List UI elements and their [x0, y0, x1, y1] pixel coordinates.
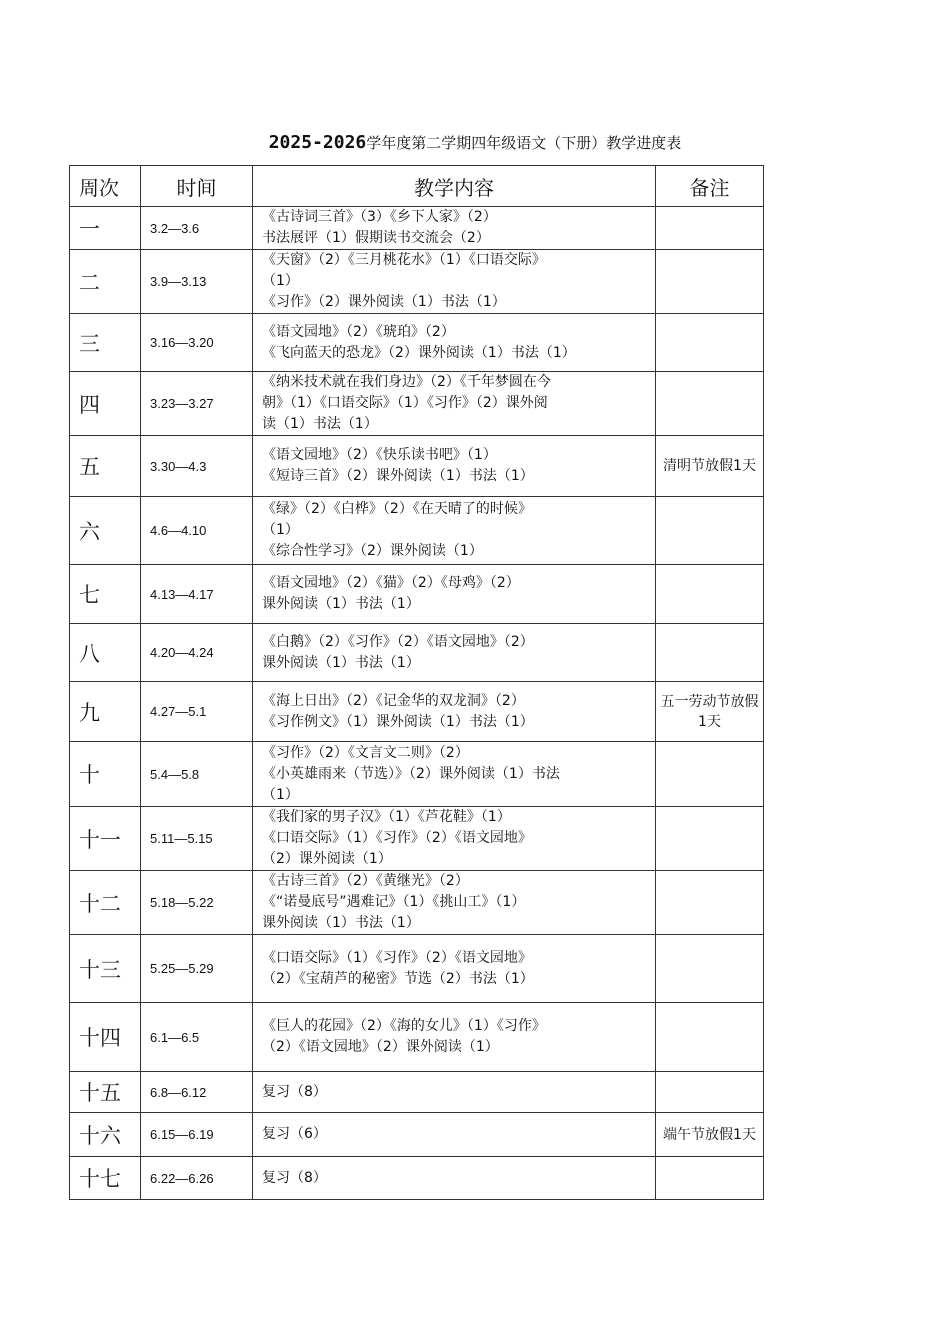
content-cell [253, 871, 656, 935]
content-cell [253, 624, 656, 682]
note-cell: 端午节放假1天 [656, 1113, 764, 1157]
header-time: 时间 [141, 166, 253, 207]
content-line: 课外阅读（1）书法（1） [262, 596, 420, 612]
time-cell: 4.20—4.24 [141, 624, 253, 682]
time-cell: 3.9—3.13 [141, 250, 253, 314]
time-cell: 6.22—6.26 [141, 1157, 253, 1200]
week-cell: 五 [70, 436, 141, 497]
table-row [70, 436, 764, 497]
content-line: （2）《宝葫芦的秘密》节选（2）书法（1） [262, 970, 534, 987]
week-cell: 二 [70, 250, 141, 314]
content-line: 《巨人的花园》（2）《海的女儿》（1）《习作》 [262, 1018, 546, 1034]
content-line: 《语文园地》（2）《快乐读书吧》（1） [262, 447, 497, 463]
content-line: 《天窗》（2）《三月桃花水》（1）《口语交际》 [262, 252, 546, 268]
table-row [70, 1157, 764, 1200]
content-cell [253, 1072, 656, 1113]
week-cell: 三 [70, 314, 141, 372]
header-note: 备注 [656, 166, 764, 207]
content-line: 《习作》（2）《文言文二则》（2） [262, 744, 469, 761]
content-cell [253, 1113, 656, 1157]
content-line: 朝》（1）《口语交际》（1）《习作》（2）课外阅 [262, 395, 548, 411]
note-cell [656, 1003, 764, 1072]
content-line: 《小英雄雨来（节选）》（2）课外阅读（1）书法 [262, 765, 560, 782]
content-line: （1） [262, 273, 299, 289]
title-text: 学年度第二学期四年级语文（下册）教学进度表 [366, 134, 682, 152]
content-line: 《习作例文》（1）课外阅读（1）书法（1） [262, 713, 534, 730]
note-cell [656, 871, 764, 935]
content-line: （2）课外阅读（1） [262, 851, 392, 867]
note-cell [656, 1072, 764, 1113]
content-line: 《古诗三首》（2）《黄继光》（2） [262, 873, 469, 889]
content-cell [253, 1003, 656, 1072]
week-cell: 十二 [70, 871, 141, 935]
time-cell: 6.8—6.12 [141, 1072, 253, 1113]
content-line: 《纳米技术就在我们身边》（2）《千年梦圆在今 [262, 374, 551, 390]
time-cell: 6.1—6.5 [141, 1003, 253, 1072]
content-cell [253, 807, 656, 871]
time-cell: 3.2—3.6 [141, 207, 253, 250]
week-cell: 十 [70, 742, 141, 807]
schedule-table [69, 165, 764, 1200]
note-cell [656, 624, 764, 682]
table-row [70, 1113, 764, 1157]
note-cell [656, 807, 764, 871]
content-cell [253, 436, 656, 497]
content-line: 《习作》（2）课外阅读（1）书法（1） [262, 294, 506, 310]
time-cell: 3.23—3.27 [141, 372, 253, 436]
content-line: 《我们家的男子汉》（1）《芦花鞋》（1） [262, 809, 511, 825]
content-cell [253, 1157, 656, 1200]
note-cell [656, 314, 764, 372]
table-row [70, 807, 764, 871]
content-cell [253, 742, 656, 807]
content-line: 复习（8） [262, 1083, 327, 1100]
table-row [70, 1072, 764, 1113]
table-row [70, 250, 764, 314]
week-cell: 十六 [70, 1113, 141, 1157]
time-cell: 6.15—6.19 [141, 1113, 253, 1157]
content-cell [253, 250, 656, 314]
table-row [70, 207, 764, 250]
time-cell: 5.11—5.15 [141, 807, 253, 871]
note-cell [656, 497, 764, 565]
title-year: 2025-2026 [268, 132, 367, 153]
time-cell: 4.13—4.17 [141, 565, 253, 624]
week-cell: 八 [70, 624, 141, 682]
table-row [70, 565, 764, 624]
page-title [0, 130, 950, 156]
content-line: 复习（8） [262, 1169, 327, 1186]
week-cell: 九 [70, 682, 141, 742]
content-line: 《飞向蓝天的恐龙》（2）课外阅读（1）书法（1） [262, 344, 576, 361]
content-line: 《绿》（2）《白桦》（2）《在天晴了的时候》 [262, 501, 532, 517]
week-cell: 十四 [70, 1003, 141, 1072]
table-row [70, 871, 764, 935]
content-line: 复习（6） [262, 1126, 327, 1142]
content-line: 《“诺曼底号”遇难记》（1）《挑山工》（1） [262, 894, 526, 910]
table-row [70, 682, 764, 742]
content-line: 课外阅读（1）书法（1） [262, 654, 420, 671]
week-cell: 七 [70, 565, 141, 624]
week-cell: 一 [70, 207, 141, 250]
week-cell: 十五 [70, 1072, 141, 1113]
time-cell: 4.27—5.1 [141, 682, 253, 742]
content-cell [253, 682, 656, 742]
content-line: 《海上日出》（2）《记金华的双龙洞》（2） [262, 692, 525, 709]
content-line: 《语文园地》（2）《琥珀》（2） [262, 323, 455, 340]
header-row [70, 166, 764, 207]
time-cell: 5.25—5.29 [141, 935, 253, 1003]
content-cell [253, 207, 656, 250]
table-row [70, 314, 764, 372]
time-cell: 5.18—5.22 [141, 871, 253, 935]
note-cell: 清明节放假1天 [656, 436, 764, 497]
header-week: 周次 [70, 166, 141, 207]
week-cell: 十三 [70, 935, 141, 1003]
content-line: 《语文园地》（2）《猫》（2）《母鸡》（2） [262, 575, 520, 591]
content-cell [253, 372, 656, 436]
content-line: 课外阅读（1）书法（1） [262, 915, 420, 931]
content-line: （1） [262, 786, 299, 803]
content-line: 《口语交际》（1）《习作》（2）《语文园地》 [262, 949, 532, 966]
content-cell [253, 935, 656, 1003]
content-line: 书法展评（1）假期读书交流会（2） [262, 230, 490, 246]
note-cell [656, 372, 764, 436]
content-line: （2）《语文园地》（2）课外阅读（1） [262, 1039, 499, 1055]
note-cell [656, 742, 764, 807]
content-line: 《短诗三首》（2）课外阅读（1）书法（1） [262, 468, 534, 484]
note-cell: 五一劳动节放假1天 [656, 682, 764, 742]
content-line: 《综合性学习》（2）课外阅读（1） [262, 543, 483, 559]
content-line: （1） [262, 522, 299, 538]
note-cell [656, 935, 764, 1003]
table-row [70, 624, 764, 682]
table-row [70, 497, 764, 565]
header-content: 教学内容 [253, 166, 656, 207]
content-line: 读（1）书法（1） [262, 416, 378, 432]
time-cell: 3.30—4.3 [141, 436, 253, 497]
week-cell: 十一 [70, 807, 141, 871]
content-cell [253, 565, 656, 624]
table-row [70, 935, 764, 1003]
content-cell [253, 314, 656, 372]
note-cell [656, 250, 764, 314]
time-cell: 3.16—3.20 [141, 314, 253, 372]
content-line: 《古诗词三首》（3）《乡下人家》（2） [262, 209, 497, 225]
table-row [70, 742, 764, 807]
table-row [70, 1003, 764, 1072]
note-cell [656, 1157, 764, 1200]
time-cell: 4.6—4.10 [141, 497, 253, 565]
week-cell: 四 [70, 372, 141, 436]
content-line: 《口语交际》（1）《习作》（2）《语文园地》 [262, 830, 532, 846]
content-cell [253, 497, 656, 565]
week-cell: 六 [70, 497, 141, 565]
schedule-body [70, 166, 764, 1200]
note-cell [656, 207, 764, 250]
note-cell [656, 565, 764, 624]
content-line: 《白鹅》（2）《习作》（2）《语文园地》（2） [262, 633, 534, 650]
time-cell: 5.4—5.8 [141, 742, 253, 807]
week-cell: 十七 [70, 1157, 141, 1200]
table-row [70, 372, 764, 436]
